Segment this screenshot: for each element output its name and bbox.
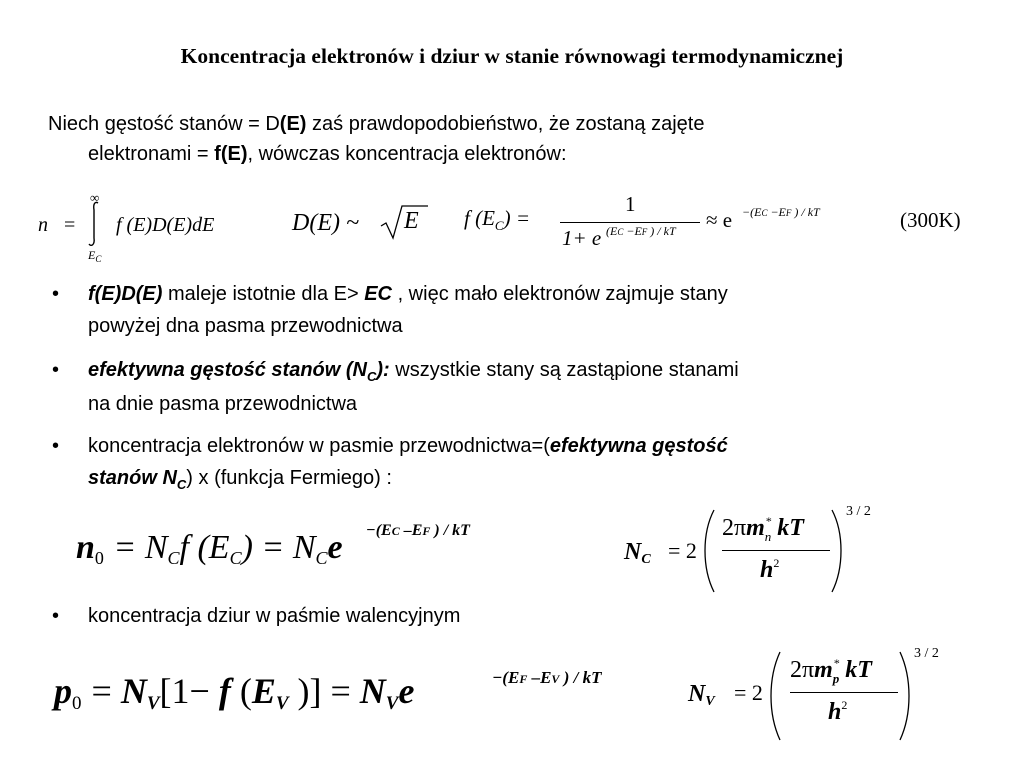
- integral-sign-icon: [86, 200, 102, 248]
- bullet-marker: •: [52, 283, 60, 305]
- page-title: Koncentracja elektronów i dziur w stanie równowagi termodynamicznej: [180, 44, 844, 68]
- bullet-marker: •: [52, 359, 60, 381]
- bullet-marker: •: [52, 605, 60, 627]
- bullet-electron-concentration: koncentracja elektronów w pasmie przewodnictwa=(efektywna gęstość stanów $N_C$) x (funkcja Fermiego) :: [88, 435, 728, 492]
- bullet-marker: •: [52, 435, 60, 457]
- temperature-label: (300K): [900, 208, 961, 232]
- intro-line-2: elektronami = f(E), wówczas koncentracja elektronów:: [88, 143, 567, 165]
- bullet-hole-concentration: koncentracja dziur w paśmie walencyjnym: [88, 605, 461, 627]
- intro-line-1: Niech gęstość stanów = D(E) zaś prawdopodobieństwo, że zostaną zajęte: [48, 113, 705, 135]
- bullet-fd-decreases: f(E)D(E) maleje istotnie dla E> EC , więc mało elektronów zajmuje stany powyżej dna pasma przewodnictwa: [88, 283, 728, 337]
- bullet-effective-density: efektywna gęstość stanów $(N_C)$: wszystkie stany są zastąpione stanami na dnie pasma przewodnictwa: [88, 359, 739, 415]
